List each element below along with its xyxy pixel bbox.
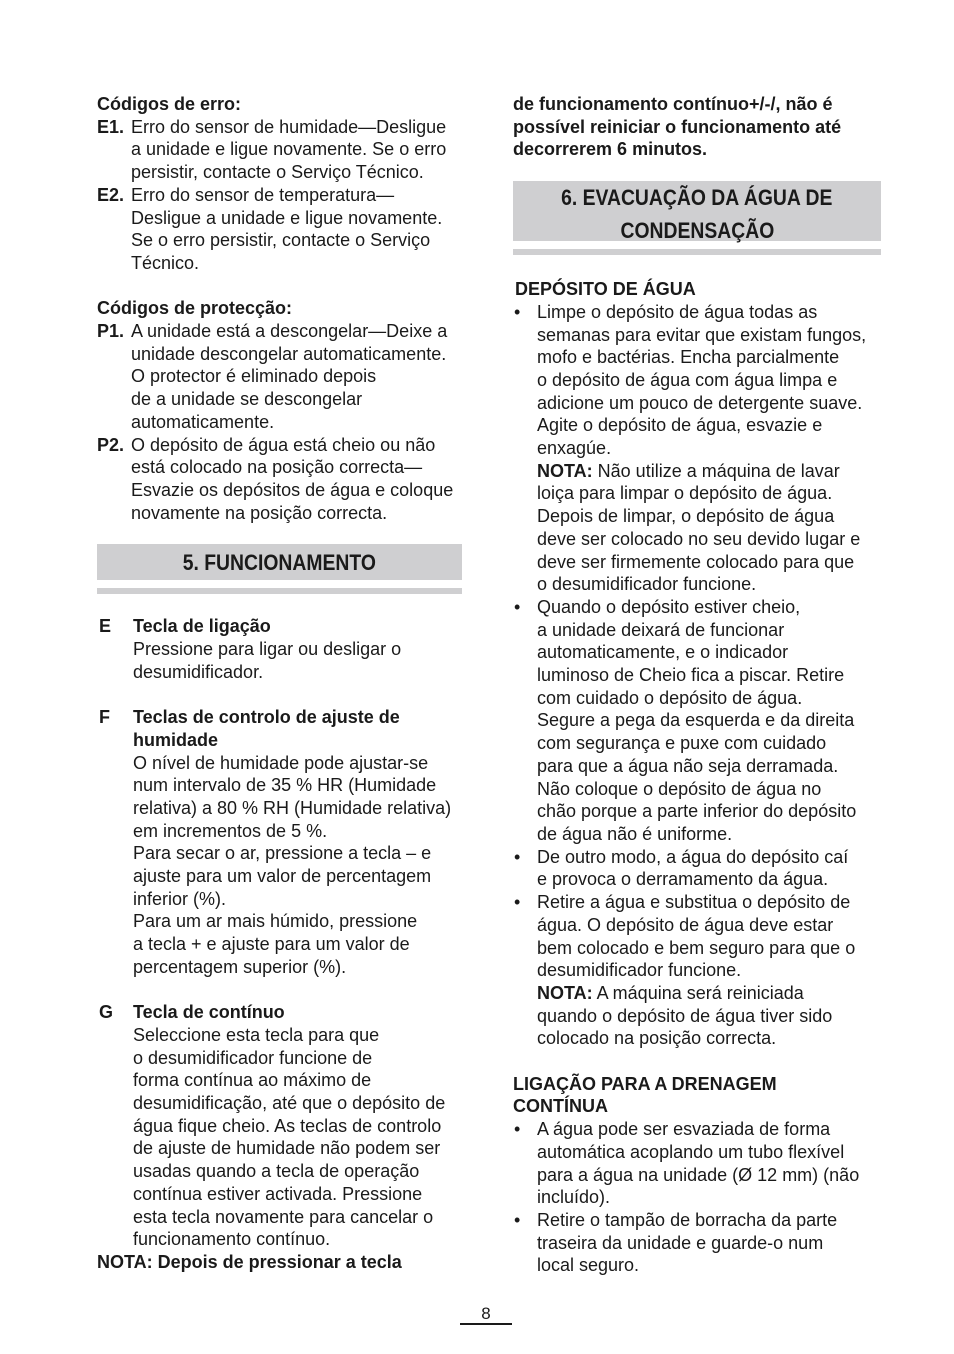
note-first: Não utilize a máquina de lavar [592, 460, 840, 481]
item-title-line: humidade [133, 729, 219, 750]
item-letter: E [99, 616, 112, 637]
text-line: para que a água não seja derramada. [537, 755, 839, 776]
text-line: de a unidade se descongelar [131, 389, 363, 410]
text-line: unidade descongelar automaticamente. [131, 343, 447, 364]
text-line: persistir, contacte o Serviço Técnico. [131, 162, 424, 183]
item-title-line: Tecla de ligação [133, 616, 271, 637]
note-line: de funcionamento contínuo+/-/, não é [513, 94, 833, 114]
text-line: Desligue a unidade e ligue novamente. [131, 207, 443, 228]
item-body [133, 706, 462, 978]
text-line: Seleccione esta tecla para que [133, 1024, 380, 1045]
error-entry [97, 116, 462, 184]
text-line: está colocado na posição correcta— [131, 457, 423, 478]
text-line: Pressione para ligar ou desligar o [133, 639, 402, 660]
water-deposit-title: DEPÓSITO DE ÁGUA [515, 279, 696, 300]
item-title [133, 706, 462, 751]
note-line: decorrerem 6 minutos. [513, 139, 708, 160]
text-line: relativa) a 80 % RH (Humidade relativa) [133, 797, 452, 818]
text-line: Agite o depósito de água, esvazie e [537, 415, 823, 436]
note-text-line: o desumidificador funcione. [537, 574, 757, 595]
section-6-title-line [513, 182, 881, 215]
text-line: a unidade e ligue novamente. Se o erro [131, 139, 447, 160]
bullet-item [513, 1209, 881, 1277]
text-line: luminoso de Cheio fica a piscar. Retire [537, 665, 845, 686]
text-line: Técnico. [131, 252, 200, 273]
text-line: De outro modo, a água do depósito caí [537, 846, 849, 867]
text-line: Limpe o depósito de água todas as [537, 301, 818, 322]
text-line: A unidade está a descongelar—Deixe a [131, 321, 448, 342]
text-line: percentagem superior (%). [133, 956, 347, 977]
entry-text [131, 434, 462, 525]
drain-title-line: CONTÍNUA [513, 1096, 608, 1117]
item-title [133, 1001, 462, 1024]
bullet-note-line [537, 982, 881, 1005]
page-number-rule [460, 1323, 512, 1325]
entry-code: P1. [97, 321, 125, 342]
function-item-f [97, 706, 462, 978]
note-label: NOTA: [537, 460, 593, 481]
entry-text [131, 116, 462, 184]
text-line: Retire a água e substitua o depósito de [537, 892, 851, 913]
bullet-note-line [537, 460, 881, 483]
text-line: para a água na unidade (Ø 12 mm) (não [537, 1164, 860, 1185]
text-line: mofo e bactérias. Encha parcialmente [537, 347, 840, 368]
text-line: usadas quando a tecla de operação [133, 1161, 420, 1182]
text-line: esta tecla novamente para cancelar o [133, 1206, 434, 1227]
note-text-line: colocado na posição correcta. [537, 1028, 777, 1049]
bullet-body [537, 596, 881, 846]
item-letter: G [99, 1002, 114, 1023]
bullet-symbol: • [514, 1209, 521, 1230]
text-line: semanas para evitar que existam fungos, [537, 324, 867, 345]
text-line: Erro do sensor de humidade—Desligue [131, 116, 447, 137]
section-6-title-text: 6. EVACUAÇÃO DA ÁGUA DE [561, 185, 833, 211]
entry-text [131, 184, 462, 275]
item-body [133, 1001, 462, 1251]
protection-entry [97, 320, 462, 434]
function-items [97, 615, 462, 1251]
bullet-symbol: • [514, 301, 521, 322]
note-text-line: quando o depósito de água tiver sido [537, 1005, 833, 1026]
text-line: desumidificador. [133, 661, 264, 682]
section-6-heading [513, 181, 881, 244]
text-line: incluído). [537, 1187, 611, 1208]
text-line: inferior (%). [133, 888, 227, 909]
bullet-item [513, 846, 881, 891]
text-line: a tecla + e ajuste para um valor de [133, 934, 410, 955]
section-5-title: 5. FUNCIONAMENTO [182, 550, 377, 576]
text-line: enxagúe. [537, 438, 612, 459]
text-line: Retire o tampão de borracha da parte [537, 1209, 838, 1230]
entry-code: P2. [97, 434, 125, 455]
text-line: desumidificação, até que o depósito de [133, 1093, 446, 1114]
bullet-symbol: • [514, 1119, 521, 1140]
bullet-body [537, 1209, 881, 1277]
text-line: O protector é eliminado depois [131, 366, 377, 387]
text-line: Para um ar mais húmido, pressione [133, 911, 418, 932]
text-line: com cuidado o depósito de água. [537, 687, 803, 708]
function-item-g [97, 1001, 462, 1251]
text-line: forma contínua ao máximo de [133, 1070, 372, 1091]
text-line: chão porque a parte inferior do depósito [537, 801, 857, 822]
text-line: local seguro. [537, 1255, 640, 1276]
error-codes-title: Códigos de erro: [97, 94, 242, 114]
water-deposit-bullets [513, 301, 881, 1050]
item-title-line: Tecla de contínuo [133, 1002, 285, 1023]
text-line: de ajuste de humidade não podem ser [133, 1138, 441, 1159]
text-line: contínua estiver activada. Pressione [133, 1183, 423, 1204]
text-line: traseira da unidade e guarde-o num [537, 1232, 824, 1253]
text-line: O depósito de água está cheio ou não [131, 434, 436, 455]
text-line: e provoca o derramamento da água. [537, 869, 829, 890]
note-continuation [513, 93, 881, 161]
right-column [513, 93, 881, 1277]
text-line: Erro do sensor de temperatura— [131, 184, 395, 205]
note-start: NOTA: Depois de pressionar a tecla [97, 1252, 402, 1272]
text-line: Esvazie os depósitos de água e coloque [131, 479, 454, 500]
text-line: a unidade deixará de funcionar [537, 619, 785, 640]
text-line: funcionamento contínuo. [133, 1229, 331, 1250]
text-line: de água não é uniforme. [537, 823, 733, 844]
protection-entry [97, 434, 462, 525]
note-text-line: deve ser colocado no seu devido lugar e [537, 528, 861, 549]
text-line: automaticamente, e o indicador [537, 642, 789, 663]
spacer [97, 683, 462, 706]
text-line: desumidificador funcione. [537, 960, 742, 981]
spacer [97, 979, 462, 1002]
bullet-symbol: • [514, 892, 521, 913]
text-line: O nível de humidade pode ajustar-se [133, 752, 429, 773]
note-first: A máquina será reiniciada [592, 982, 804, 1003]
bullet-symbol: • [514, 846, 521, 867]
bullet-body [537, 301, 881, 596]
text-line: adicione um pouco de detergente suave. [537, 392, 863, 413]
page-number: 8 [481, 1304, 491, 1323]
text-line: o depósito de água com água limpa e [537, 369, 838, 390]
left-column [97, 93, 462, 1274]
protection-codes-list [97, 320, 462, 524]
protection-codes-title: Códigos de protecção: [97, 298, 293, 319]
drain-connection-title [513, 1073, 881, 1118]
entry-code: E1. [97, 116, 125, 137]
bullet-item [513, 596, 881, 846]
section-6-title-text: CONDENSAÇÃO [620, 218, 774, 244]
bullet-item [513, 891, 881, 1050]
section-5-heading [97, 544, 462, 580]
text-line: A água pode ser esvaziada de forma [537, 1119, 831, 1140]
text-line: automática acoplando um tubo flexível [537, 1141, 845, 1162]
note-label: NOTA: [537, 982, 593, 1003]
text-line: água fique cheio. As teclas de controlo [133, 1115, 442, 1136]
item-title [133, 615, 462, 638]
text-line: Para secar o ar, pressione a tecla – e [133, 843, 432, 864]
text-line: automaticamente. [131, 411, 275, 432]
bullet-body [537, 1118, 881, 1209]
entry-code: E2. [97, 184, 125, 205]
note-text-line: deve ser firmemente colocado para que [537, 551, 855, 572]
entry-text [131, 320, 462, 434]
note-text-line: Depois de limpar, o depósito de água [537, 506, 835, 527]
text-line: Não coloque o depósito de água no [537, 778, 822, 799]
item-letter: F [99, 707, 110, 728]
text-line: Se o erro persistir, contacte o Serviço [131, 230, 431, 251]
item-body [133, 615, 462, 683]
text-line: novamente na posição correcta. [131, 502, 388, 523]
drain-connection-bullets [513, 1118, 881, 1277]
item-title-line: Teclas de controlo de ajuste de [133, 707, 400, 728]
bullet-body [537, 846, 881, 891]
error-entry [97, 184, 462, 275]
text-line: o desumidificador funcione de [133, 1047, 373, 1068]
text-line: num intervalo de 35 % HR (Humidade [133, 775, 437, 796]
bullet-symbol: • [514, 596, 521, 617]
note-text-line: loiça para limpar o depósito de água. [537, 483, 833, 504]
text-line: com segurança e puxe com cuidado [537, 733, 827, 754]
text-line: em incrementos de 5 %. [133, 820, 328, 841]
text-line: Quando o depósito estiver cheio, [537, 596, 801, 617]
text-line: água. O depósito de água deve estar [537, 914, 834, 935]
bullet-body [537, 891, 881, 1050]
note-line: possível reiniciar o funcionamento até [513, 116, 842, 137]
error-codes-list [97, 116, 462, 275]
bullet-item [513, 301, 881, 596]
bullet-item [513, 1118, 881, 1209]
function-item-e [97, 615, 462, 683]
text-line: Segure a pega da esquerda e da direita [537, 710, 855, 731]
drain-title-line: LIGAÇÃO PARA A DRENAGEM [513, 1073, 777, 1094]
text-line: bem colocado e bem seguro para que o [537, 937, 856, 958]
text-line: ajuste para um valor de percentagem [133, 866, 432, 887]
